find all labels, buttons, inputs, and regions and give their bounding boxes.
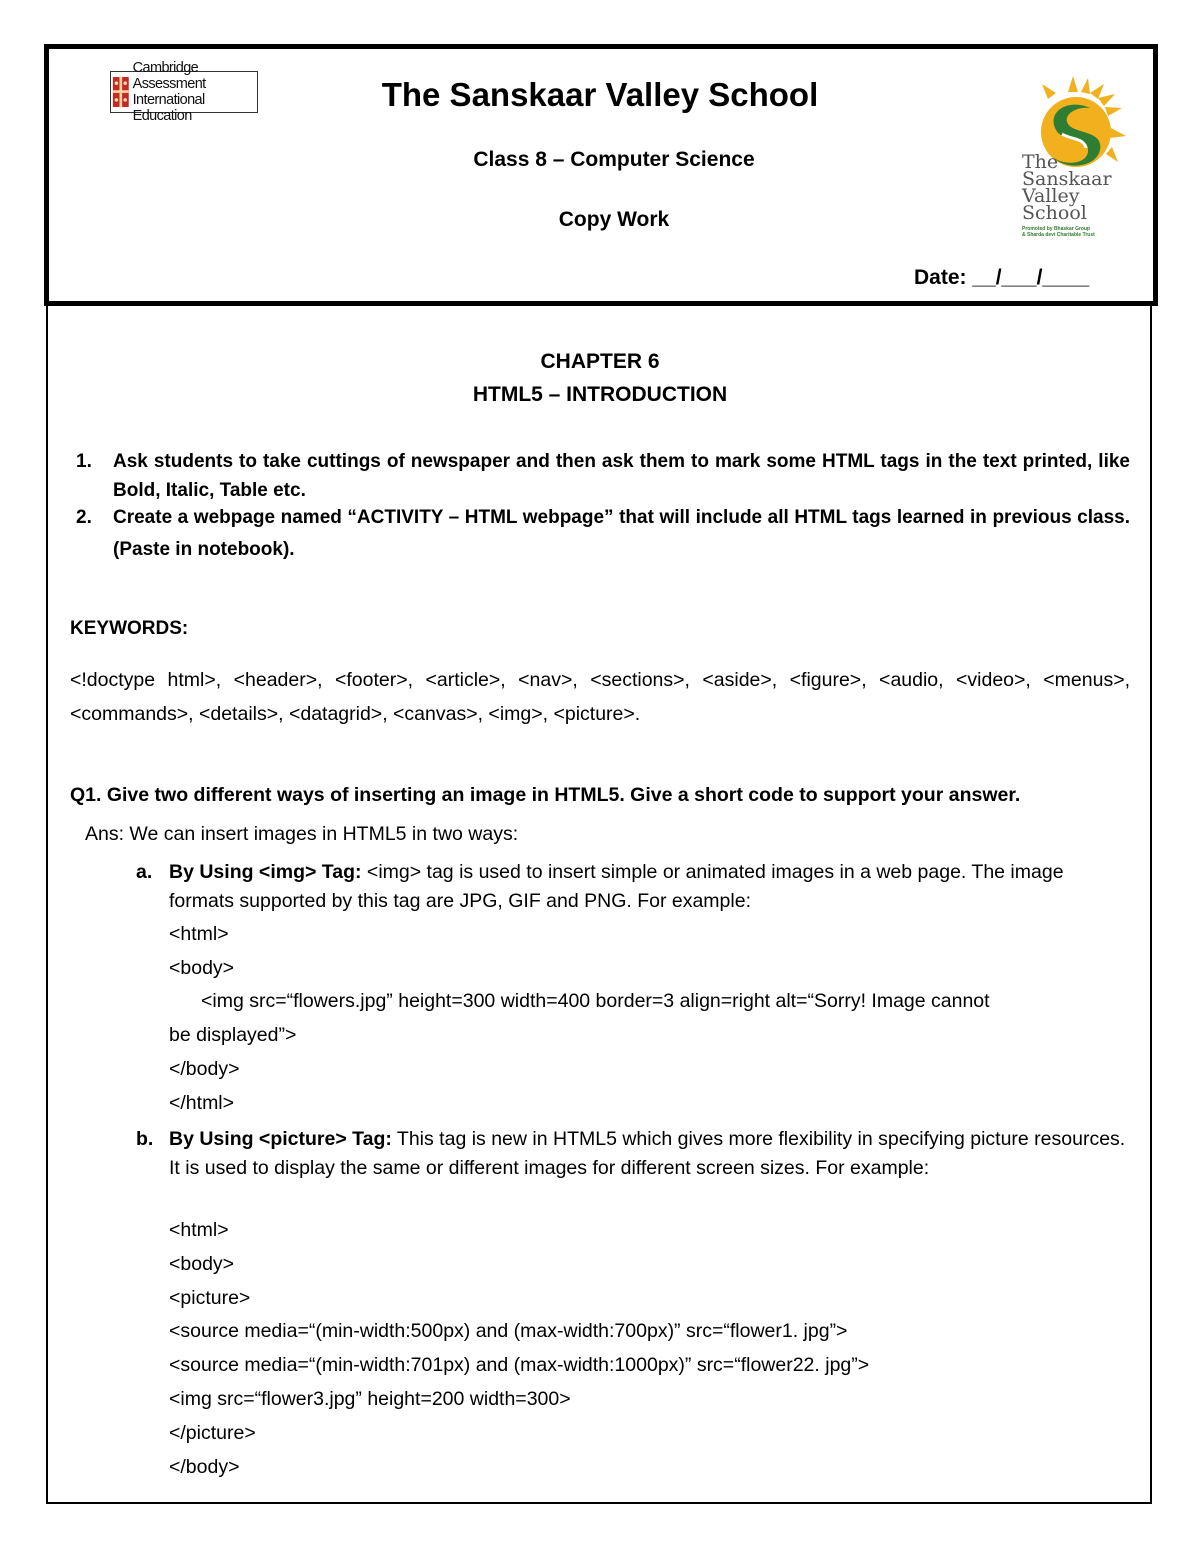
activity-list bbox=[76, 447, 1130, 566]
answer-item-label: a. bbox=[136, 861, 153, 883]
school-logo-line4: School bbox=[1022, 202, 1087, 224]
answer-item-a bbox=[136, 858, 1126, 916]
answer-item-b bbox=[136, 1125, 1126, 1183]
school-logo-line2: Sanskaar bbox=[1022, 168, 1112, 190]
code-line: <source media=“(min-width:701px) and (max-width:1000px)” src=“flower22. jpg”> bbox=[169, 1354, 870, 1376]
keywords-text: <!doctype html>, <header>, <footer>, <article>, <nav>, <sections>, <aside>, <figure>, <audio, <video>, <menus>, <commands>, <details>, <datagrid>, <canvas>, <img>, <picture>. bbox=[70, 669, 1130, 725]
code-line: </html> bbox=[169, 1092, 235, 1114]
keywords-label: KEYWORDS: bbox=[70, 618, 189, 639]
code-line: <html> bbox=[169, 923, 229, 945]
school-logo-line3: Valley bbox=[1022, 185, 1080, 207]
answer-item-text: <img> tag is used to insert simple or animated images in a web page. The image formats supported by this tag are JPG, GIF and PNG. For example: bbox=[169, 861, 1064, 912]
activity-text: Create a webpage named “ACTIVITY – HTML webpage” that will include all HTML tags learned in previous class. (Paste in notebook). bbox=[113, 507, 1130, 560]
answer-item-heading: By Using <img> Tag: bbox=[169, 861, 362, 883]
code-line: <img src=“flowers.jpg” height=300 width=400 border=3 align=right alt=“Sorry! Image cannot bbox=[201, 990, 990, 1012]
code-line: </body> bbox=[169, 1058, 240, 1080]
question-1: Q1. Give two different ways of inserting an image in HTML5. Give a short code to support your answer. bbox=[70, 784, 1021, 806]
cambridge-logo-line2: International Education bbox=[132, 92, 205, 124]
class-subject: Class 8 – Computer Science bbox=[473, 148, 755, 171]
code-line: <body> bbox=[169, 1253, 235, 1275]
code-line: <source media=“(min-width:500px) and (max-width:700px)” src=“flower1. jpg”> bbox=[169, 1320, 848, 1342]
school-logo-promoted bbox=[1022, 226, 1095, 238]
code-line: <img src=“flower3.jpg” height=200 width=300> bbox=[169, 1388, 571, 1410]
school-title: The Sanskaar Valley School bbox=[381, 76, 819, 113]
activity-number: 1. bbox=[76, 451, 92, 472]
activity-text: Ask students to take cuttings of newspaper and then ask them to mark some HTML tags in the text printed, like Bold, Italic, Table etc. bbox=[113, 451, 1130, 501]
code-line: be displayed”> bbox=[169, 1024, 297, 1046]
doc-type: Copy Work bbox=[558, 208, 670, 231]
code-line: </body> bbox=[169, 1456, 240, 1478]
answer-intro: Ans: We can insert images in HTML5 in two ways: bbox=[85, 823, 519, 845]
activity-item bbox=[76, 447, 1130, 505]
activity-number: 2. bbox=[76, 507, 92, 528]
answer-item-label: b. bbox=[136, 1128, 154, 1150]
chapter-number: CHAPTER 6 bbox=[540, 350, 660, 373]
cambridge-logo-line1: Cambridge Assessment bbox=[132, 60, 206, 92]
answer-item-heading: By Using <picture> Tag: bbox=[169, 1128, 392, 1150]
school-logo-promoted-line1: Promoted by Bhaskar Group bbox=[1022, 226, 1091, 232]
school-logo-text bbox=[1022, 151, 1112, 224]
activity-item bbox=[76, 502, 1130, 566]
date-field: Date: __/___/____ bbox=[914, 266, 1090, 289]
answer-item-text: This tag is new in HTML5 which gives more flexibility in specifying picture resources. It is used to display the same or different images for different screen sizes. For example: bbox=[169, 1128, 1126, 1179]
school-logo-line1: The bbox=[1022, 151, 1059, 173]
school-logo-promoted-line2: & Sharda devi Charitable Trust bbox=[1022, 232, 1095, 238]
chapter-title: HTML5 – INTRODUCTION bbox=[472, 383, 728, 406]
code-line: <html> bbox=[169, 1219, 229, 1241]
code-line: <picture> bbox=[169, 1287, 251, 1309]
code-line: </picture> bbox=[169, 1422, 256, 1444]
code-line: <body> bbox=[169, 957, 235, 979]
